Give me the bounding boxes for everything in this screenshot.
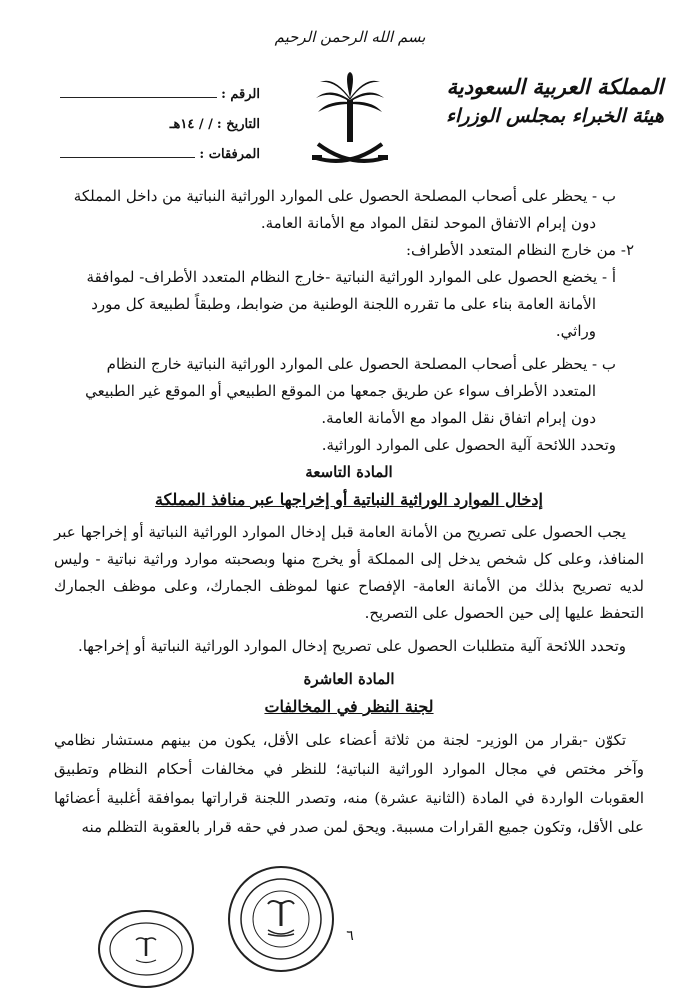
text-line: وتحدد اللائحة آلية الحصول على الموارد الوراثية. [321,436,616,454]
seal-graphic [100,912,192,986]
letter-meta [60,72,260,162]
article-9-paragraph: وتحدد اللائحة آلية متطلبات الحصول على تصريح إدخال الموارد الوراثية النباتية أو إخراجها. [77,637,626,655]
seal-graphic [230,868,332,970]
date-label: التاريخ : [216,117,260,132]
text-line: ب - يحظر على أصحاب المصلحة الحصول على الموارد الوراثية النباتية خارج النظام [106,355,616,373]
date-row [60,102,260,132]
attachments-line [60,156,195,158]
attachments-row [60,132,260,162]
article-10-subtitle: لجنة النظر في المخالفات [264,697,434,716]
text-line: ب - يحظر على أصحاب المصلحة الحصول على الموارد الوراثية النباتية من داخل المملكة [73,187,616,205]
text-line: المتعدد الأطراف سواء عن طريق جمعها من الموقع الطبيعي أو الموقع غير الطبيعي [85,382,596,400]
palm-swords-emblem [310,72,390,172]
article-9-title: المادة التاسعة [305,463,393,481]
text-line: ٢- من خارج النظام المتعدد الأطراف: [405,241,634,259]
text-line: دون إبرام اتفاق نقل المواد مع الأمانة العامة. [321,409,596,427]
attachments-label: المرفقات : [199,147,260,162]
text-line: الأمانة العامة بناء على ما تقرره اللجنة الوطنية من ضوابط، وطبقاً لطبيعة كل مورد [91,295,596,313]
reference-label: الرقم : [221,87,260,102]
article-9-paragraph: يجب الحصول على تصريح من الأمانة العامة قبل إدخال الموارد الوراثية النباتية أو إخراجها عبر المنافذ، وعلى كل شخص يدخل إلى المملكة أو يخرج منها وبصحبته موارد وراثية نباتية - وليس لديه تصريح بذلك من الأمانة العامة- الإفصاح عنها لموظف الجمارك، وعلى موظف الجمارك التحفظ عليها إلى حين الحصول على التصريح. [54,523,644,622]
official-seal [228,866,334,972]
article-9-subtitle: إدخال الموارد الوراثية النباتية أو إخراجها عبر منافذ المملكة [155,490,543,509]
text-line: دون إبرام الاتفاق الموحد لنقل المواد مع الأمانة العامة. [260,214,596,232]
authority-name: هيئة الخبراء بمجلس الوزراء [446,105,664,127]
text-line: أ - يخضع الحصول على الموارد الوراثية النباتية -خارج النظام المتعدد الأطراف- لموافقة [86,268,616,286]
kingdom-name: المملكة العربية السعودية [446,74,664,99]
reference-line [60,96,217,98]
letterhead-title [440,72,670,130]
article-10-paragraph: تكوّن -بقرار من الوزير- لجنة من ثلاثة أعضاء على الأقل، يكون من بينهم مستشار نظامي وآخر مختص في مجال الموارد الوراثية النباتية؛ للنظر في مخالفات أحكام النظام وتطبيق العقوبات الواردة في المادة (الثانية عشرة) منه، وتصدر اللجنة قراراتها بموافقة أغلبية أعضائها على الأقل، وتكون جميع القرارات مسببة. ويحق لمن صدر في حقه قرار بالعقوبة التظلم منه [54,731,644,836]
text-line: وراثي. [555,322,596,340]
date-value: / / ١٤هـ [169,117,213,132]
reference-row [60,72,260,102]
page-number: ٦ [346,928,354,944]
basmala: بسم الله الرحمن الرحيم [274,28,426,46]
article-10-title: المادة العاشرة [303,670,395,688]
document-body [54,183,644,842]
secretariat-seal [98,910,194,988]
